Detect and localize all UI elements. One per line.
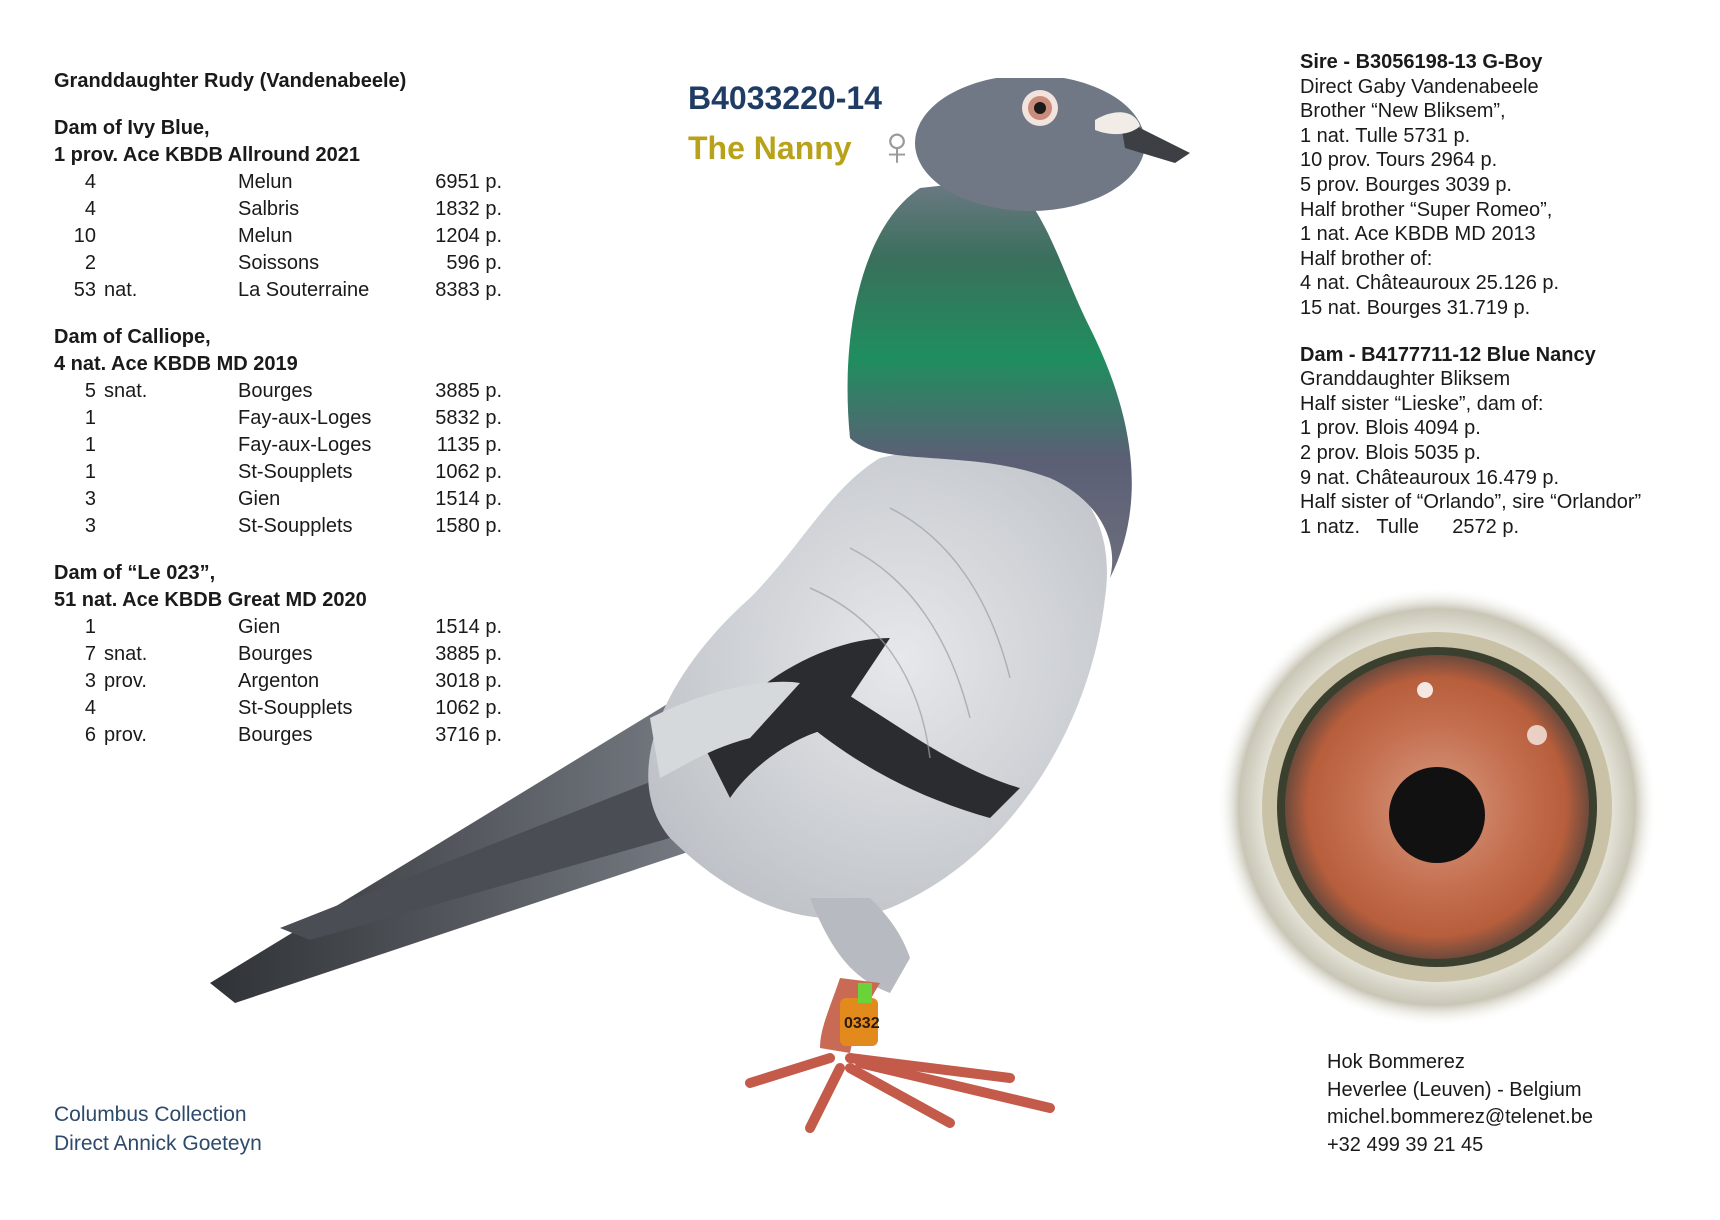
dam-line: Half sister “Lieske”, dam of:	[1300, 392, 1544, 415]
result-level: snat.	[104, 643, 148, 665]
result-points: 3018 p.	[435, 670, 502, 692]
sire-line: Half brother “Super Romeo”,	[1300, 198, 1553, 221]
result-place: Bourges	[238, 643, 313, 665]
dam-heading: Dam - B4177711-12 Blue Nancy	[1300, 343, 1596, 366]
result-place: Gien	[238, 488, 281, 510]
pigeon-name: The Nanny	[688, 130, 852, 166]
result-level	[104, 405, 238, 432]
ring-number: B4033220-14	[688, 80, 882, 116]
result-level	[104, 250, 238, 277]
result-place: Melun	[238, 225, 293, 247]
result-place: La Souterraine	[238, 279, 370, 301]
sire-line: 10 prov. Tours 2964 p.	[1300, 149, 1498, 172]
result-points: 1514 p.	[435, 488, 502, 510]
result-rank: 3	[84, 515, 96, 537]
offspring-group	[54, 560, 514, 749]
result-place: Salbris	[238, 198, 300, 220]
result-rank: 1	[84, 461, 96, 483]
dam-line: 9 nat. Châteauroux 16.479 p.	[1300, 466, 1560, 489]
dam-line: 1 natz. Tulle 2572 p.	[1300, 515, 1520, 538]
result-rank: 6	[84, 724, 96, 746]
sire-block	[1300, 50, 1710, 321]
result-level	[104, 459, 238, 486]
result-level	[104, 196, 238, 223]
result-level: prov.	[104, 724, 147, 746]
offspring-group	[54, 324, 514, 540]
loft-name: Hok Bommerez	[1327, 1051, 1465, 1073]
collection-line-1: Columbus Collection	[54, 1103, 247, 1126]
contact-email[interactable]: michel.bommerez@telenet.be	[1327, 1106, 1593, 1128]
result-rank: 5	[84, 380, 96, 402]
sire-line: 5 prov. Bourges 3039 p.	[1300, 173, 1512, 196]
contact-block	[1327, 1049, 1593, 1159]
result-rank: 1	[84, 434, 96, 456]
loft-location: Heverlee (Leuven) - Belgium	[1327, 1078, 1582, 1101]
eye-closeup-photo	[1215, 585, 1660, 1030]
result-row	[54, 405, 514, 432]
sire-line: Brother “New Bliksem”,	[1300, 100, 1506, 123]
result-rank: 4	[84, 171, 96, 193]
result-points: 1135 p.	[436, 434, 502, 456]
offspring-heading: 4 nat. Ace KBDB MD 2019	[54, 353, 298, 375]
result-points: 8383 p.	[435, 279, 502, 301]
result-row	[54, 459, 514, 486]
result-points: 1204 p.	[435, 225, 502, 247]
offspring-heading: Dam of “Le 023”,	[54, 562, 216, 584]
offspring-results-column	[54, 68, 514, 749]
offspring-group	[54, 115, 514, 304]
result-row	[54, 378, 514, 405]
result-place: St-Soupplets	[238, 697, 353, 719]
sire-line: 1 nat. Tulle 5731 p.	[1300, 124, 1471, 147]
result-points: 1062 p.	[435, 697, 502, 719]
result-level	[104, 695, 238, 722]
sire-lines	[1300, 75, 1710, 321]
result-points: 1062 p.	[435, 461, 502, 483]
result-row	[54, 614, 514, 641]
collection-line-2: Direct Annick Goeteyn	[54, 1132, 262, 1155]
result-row	[54, 432, 514, 459]
collection-note	[54, 1100, 262, 1158]
sire-line: 4 nat. Châteauroux 25.126 p.	[1300, 272, 1560, 295]
result-rank: 3	[84, 670, 96, 692]
result-points: 3885 p.	[435, 380, 502, 402]
result-points: 6951 p.	[435, 171, 502, 193]
result-place: St-Soupplets	[238, 461, 353, 483]
result-rank: 53	[73, 279, 96, 301]
result-row	[54, 223, 514, 250]
result-level: nat.	[104, 279, 138, 301]
result-place: Bourges	[238, 380, 313, 402]
result-rank: 1	[84, 407, 96, 429]
sire-line: Half brother of:	[1300, 247, 1433, 270]
sire-line: Direct Gaby Vandenabeele	[1300, 75, 1539, 98]
result-place: Melun	[238, 171, 293, 193]
result-level	[104, 614, 238, 641]
result-row	[54, 695, 514, 722]
result-level	[104, 432, 238, 459]
result-level: prov.	[104, 670, 147, 692]
result-points: 1580 p.	[435, 515, 502, 537]
leg-ring-label: 0332	[844, 1015, 880, 1032]
result-level	[104, 513, 238, 540]
sire-line: 15 nat. Bourges 31.719 p.	[1300, 296, 1531, 319]
result-rank: 7	[84, 643, 96, 665]
pedigree-column	[1300, 50, 1710, 539]
result-row	[54, 196, 514, 223]
result-rank: 2	[84, 252, 96, 274]
result-level	[104, 169, 238, 196]
result-place: Soissons	[238, 252, 320, 274]
result-rank: 4	[84, 198, 96, 220]
result-row	[54, 722, 514, 749]
result-place: St-Soupplets	[238, 515, 353, 537]
result-row	[54, 641, 514, 668]
dam-line: Granddaughter Bliksem	[1300, 368, 1511, 391]
result-place: Fay-aux-Loges	[238, 407, 372, 429]
result-rank: 10	[73, 225, 96, 247]
result-row	[54, 169, 514, 196]
dam-block	[1300, 343, 1710, 540]
result-level: snat.	[104, 380, 148, 402]
result-place: Argenton	[238, 670, 320, 692]
result-level	[104, 486, 238, 513]
result-points: 5832 p.	[435, 407, 502, 429]
result-points: 3716 p.	[435, 724, 502, 746]
offspring-groups	[54, 115, 514, 749]
result-place: Bourges	[238, 724, 313, 746]
result-rank: 1	[84, 616, 96, 638]
sire-line: 1 nat. Ace KBDB MD 2013	[1300, 223, 1536, 246]
result-row	[54, 513, 514, 540]
offspring-heading: 1 prov. Ace KBDB Allround 2021	[54, 144, 360, 166]
result-row	[54, 250, 514, 277]
result-place: Gien	[238, 616, 281, 638]
result-place: Fay-aux-Loges	[238, 434, 372, 456]
result-row	[54, 668, 514, 695]
result-rank: 4	[84, 697, 96, 719]
sire-heading: Sire - B3056198-13 G-Boy	[1300, 51, 1543, 73]
dam-lines	[1300, 367, 1710, 539]
result-row	[54, 277, 514, 304]
result-points: 3885 p.	[435, 643, 502, 665]
dam-line: 2 prov. Blois 5035 p.	[1300, 441, 1481, 464]
offspring-heading: Dam of Ivy Blue,	[54, 117, 210, 139]
contact-phone[interactable]: +32 499 39 21 45	[1327, 1133, 1484, 1156]
result-level	[104, 223, 238, 250]
dam-line: 1 prov. Blois 4094 p.	[1300, 417, 1481, 440]
result-row	[54, 486, 514, 513]
dam-line: Half sister of “Orlando”, sire “Orlandor”	[1300, 491, 1642, 514]
result-rank: 3	[84, 488, 96, 510]
offspring-heading: 51 nat. Ace KBDB Great MD 2020	[54, 589, 367, 611]
result-points: 1514 p.	[435, 616, 502, 638]
result-points: 596 p.	[446, 252, 502, 274]
female-symbol-icon: ♀	[876, 114, 918, 177]
intro-line: Granddaughter Rudy (Vandenabeele)	[54, 70, 407, 92]
result-points: 1832 p.	[435, 198, 502, 220]
offspring-heading: Dam of Calliope,	[54, 326, 211, 348]
